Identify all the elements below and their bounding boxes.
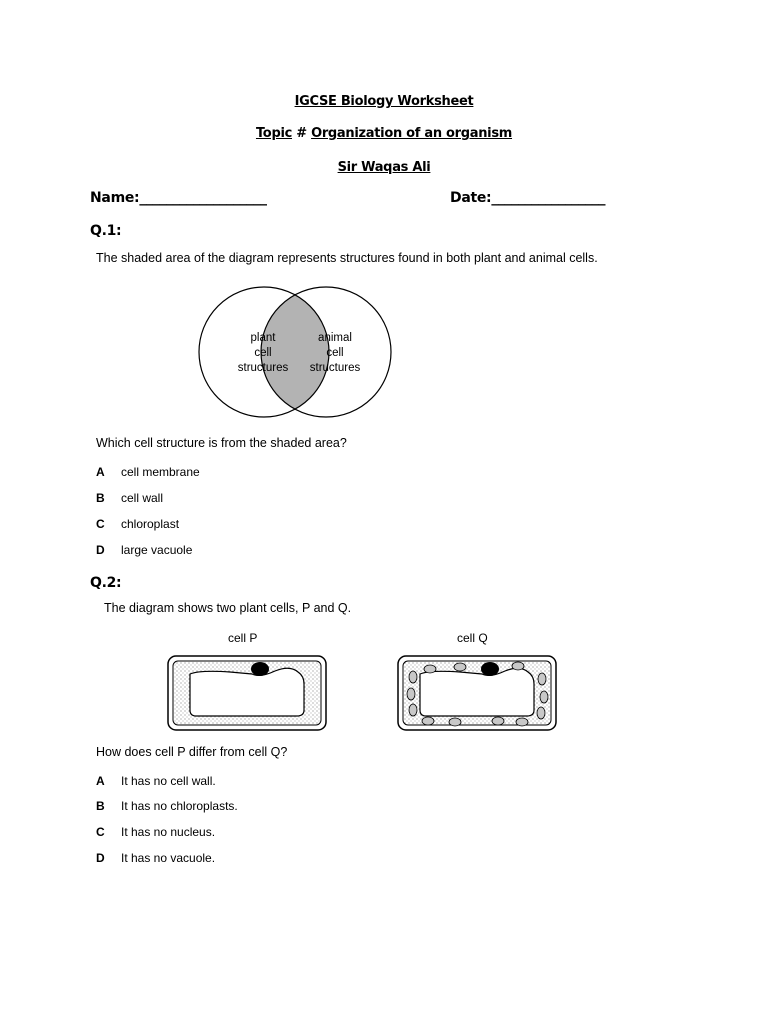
chloroplast	[537, 707, 545, 719]
cell-p-label: cell P	[228, 631, 258, 645]
q1-stem: The shaded area of the diagram represents structures found in both plant and animal cells.	[96, 251, 598, 265]
q2-option-c: C It has no nucleus.	[96, 825, 216, 839]
cell-q-nucleus	[481, 662, 499, 676]
venn-right-label-3: structures	[309, 362, 361, 374]
q2-option-a: A It has no cell wall.	[96, 774, 216, 788]
chloroplast	[516, 718, 528, 726]
date-field: Date:_________________	[450, 190, 606, 206]
chloroplast	[540, 691, 548, 703]
chloroplast	[449, 718, 461, 726]
venn-right-label-1: animal	[318, 332, 352, 344]
q2-option-d: D It has no vacuole.	[96, 851, 216, 865]
topic-line	[0, 126, 768, 141]
chloroplast	[409, 704, 417, 716]
topic-prefix: Topic	[255, 126, 293, 141]
cell-q	[398, 656, 556, 730]
q1-option-b: B cell wall	[96, 491, 164, 505]
q1-label: Q.1:	[90, 223, 122, 239]
venn-left-label-3: structures	[237, 362, 289, 374]
cell-p-nucleus	[251, 662, 269, 676]
teacher-name: Sir Waqas Ali	[337, 160, 431, 175]
cell-q-vacuole	[420, 668, 534, 716]
chloroplast	[407, 688, 415, 700]
q1-option-c: C chloroplast	[96, 517, 180, 531]
chloroplast	[409, 671, 417, 683]
topic-hash: #	[292, 126, 312, 141]
q1-option-d: D large vacuole	[96, 543, 193, 557]
venn-left-label-1: plant	[250, 332, 276, 344]
q2-option-b: B It has no chloroplasts.	[96, 799, 238, 813]
chloroplast	[512, 662, 524, 670]
q1-option-a: A cell membrane	[96, 465, 200, 479]
worksheet-title: IGCSE Biology Worksheet	[294, 94, 474, 109]
venn-left-label-2: cell	[254, 347, 272, 359]
cell-p-vacuole	[190, 668, 304, 716]
chloroplast	[422, 717, 434, 725]
plant-cells-diagram	[160, 650, 560, 735]
q1-question: Which cell structure is from the shaded area?	[96, 436, 347, 450]
venn-right-label-2: cell	[326, 347, 344, 359]
cell-q-label: cell Q	[457, 631, 488, 645]
q2-question: How does cell P differ from cell Q?	[96, 745, 288, 759]
cell-p	[168, 656, 326, 730]
q2-stem: The diagram shows two plant cells, P and Q.	[104, 601, 352, 615]
topic-name: Organization of an organism	[311, 126, 513, 141]
name-field: Name:___________________	[90, 190, 267, 206]
chloroplast	[492, 717, 504, 725]
q2-label: Q.2:	[90, 575, 122, 591]
chloroplast	[538, 673, 546, 685]
venn-diagram	[190, 276, 410, 426]
chloroplast	[454, 663, 466, 671]
chloroplast	[424, 665, 436, 673]
